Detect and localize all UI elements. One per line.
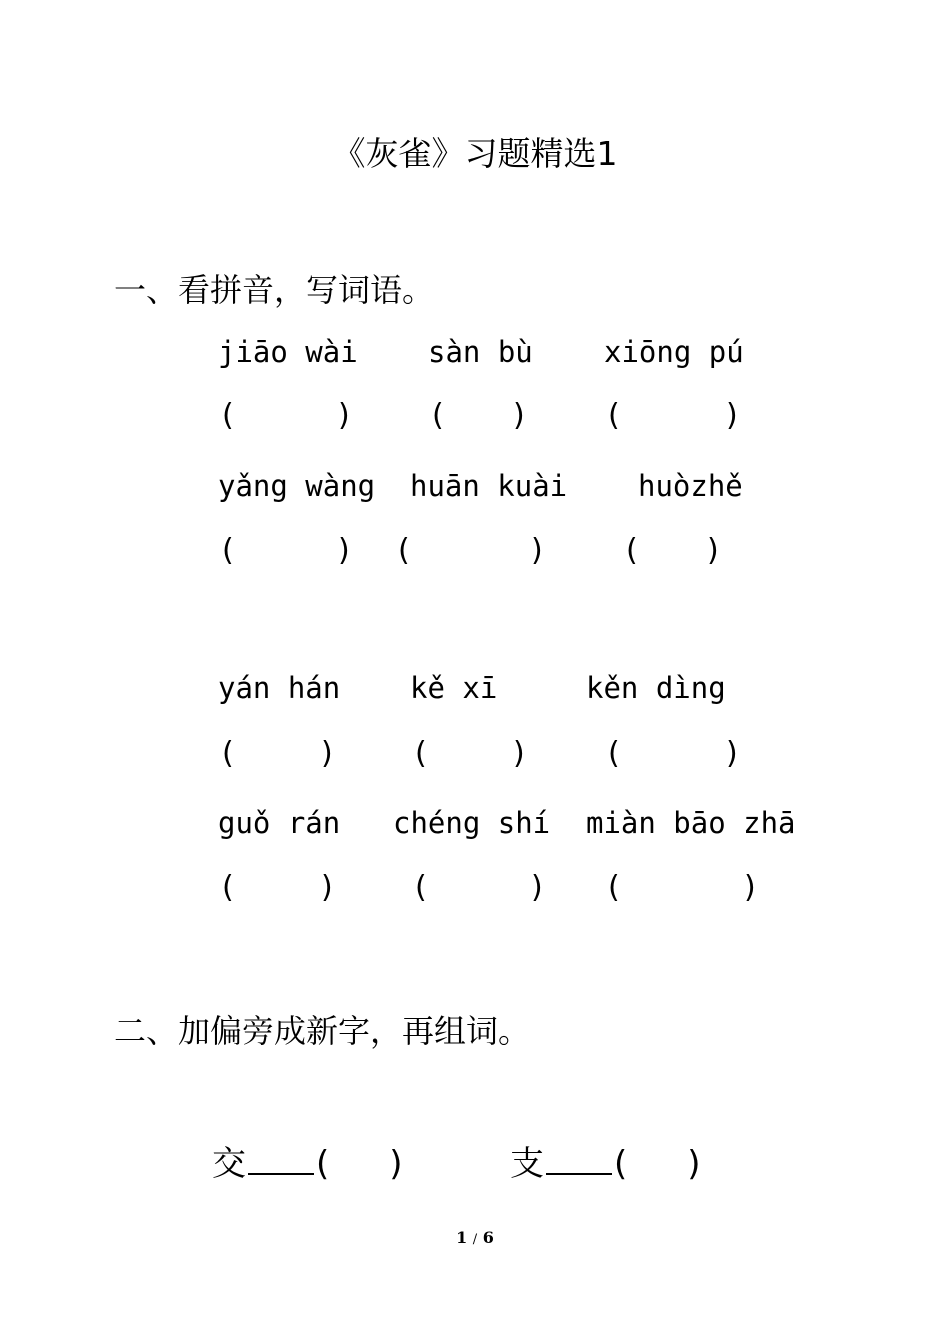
answer-blank-open[interactable]: ( (432, 398, 444, 433)
current-page: 1 (456, 1228, 468, 1247)
answer-blank-open[interactable]: ( (222, 870, 234, 905)
answer-blank-close: ) (531, 533, 543, 568)
answer-row-2 (0, 533, 950, 573)
answer-blank-close: ) (338, 533, 350, 568)
section-2-heading: 二、加偏旁成新字，再组词。 (114, 1012, 531, 1050)
pinyin-item: chéng shí (393, 806, 551, 840)
answer-blank-close: ) (321, 736, 333, 771)
pinyin-item: yán hán (218, 671, 341, 705)
pinyin-row-3 (0, 671, 950, 711)
answer-blank-close: ) (531, 870, 543, 905)
answer-blank-open[interactable]: ( (626, 533, 638, 568)
answer-blank-open[interactable]: ( (608, 870, 620, 905)
fill-blank[interactable] (546, 1145, 612, 1175)
answer-blank-close: ) (726, 398, 738, 433)
answer-row-3 (0, 736, 950, 776)
answer-row-1 (0, 398, 950, 438)
pinyin-item: kěn dìng (586, 671, 726, 705)
pinyin-row-2 (0, 469, 950, 509)
page-number (0, 1228, 950, 1247)
page-separator: / (472, 1232, 478, 1247)
answer-blank-open[interactable]: ( (415, 870, 427, 905)
answer-blank-close: ) (389, 1144, 403, 1184)
pinyin-item: huòzhě (638, 469, 743, 503)
answer-blank-open[interactable]: ( (608, 398, 620, 433)
answer-blank-open[interactable]: ( (398, 533, 410, 568)
pinyin-item: guǒ rán (218, 806, 341, 840)
radical-exercise-1 (212, 1136, 403, 1185)
answer-blank-close: ) (707, 533, 719, 568)
answer-blank-close: ) (513, 736, 525, 771)
base-character: 交 (212, 1144, 246, 1184)
answer-blank-close: ) (687, 1144, 701, 1184)
radical-exercise-2 (510, 1136, 701, 1185)
answer-blank-close: ) (338, 398, 350, 433)
fill-blank[interactable] (248, 1145, 314, 1175)
pinyin-item: huān kuài (410, 469, 568, 503)
answer-blank-close: ) (744, 870, 756, 905)
answer-row-4 (0, 870, 950, 910)
pinyin-item: sàn bù (428, 335, 533, 369)
total-pages: 6 (482, 1228, 494, 1247)
pinyin-item: jiāo wài (218, 335, 358, 369)
answer-blank-open[interactable]: ( (222, 736, 234, 771)
answer-blank-open[interactable]: ( (222, 398, 234, 433)
pinyin-item: xiōng pú (604, 335, 744, 369)
answer-blank-open[interactable]: ( (222, 533, 234, 568)
pinyin-item: yǎng wàng (218, 469, 376, 503)
answer-blank-close: ) (513, 398, 525, 433)
answer-blank-close: ) (321, 870, 333, 905)
answer-blank-open[interactable]: ( (614, 1144, 628, 1184)
answer-blank-open[interactable]: ( (316, 1144, 330, 1184)
answer-blank-open[interactable]: ( (608, 736, 620, 771)
pinyin-item: kě xī (410, 671, 498, 705)
base-character: 支 (510, 1144, 544, 1184)
pinyin-row-1 (0, 335, 950, 375)
page-title: 《灰雀》习题精选1 (332, 134, 618, 173)
section-1-heading: 一、看拼音，写词语。 (114, 271, 435, 309)
answer-blank-open[interactable]: ( (415, 736, 427, 771)
pinyin-item: miàn bāo zhā (586, 806, 796, 840)
pinyin-row-4 (0, 806, 950, 846)
answer-blank-close: ) (726, 736, 738, 771)
